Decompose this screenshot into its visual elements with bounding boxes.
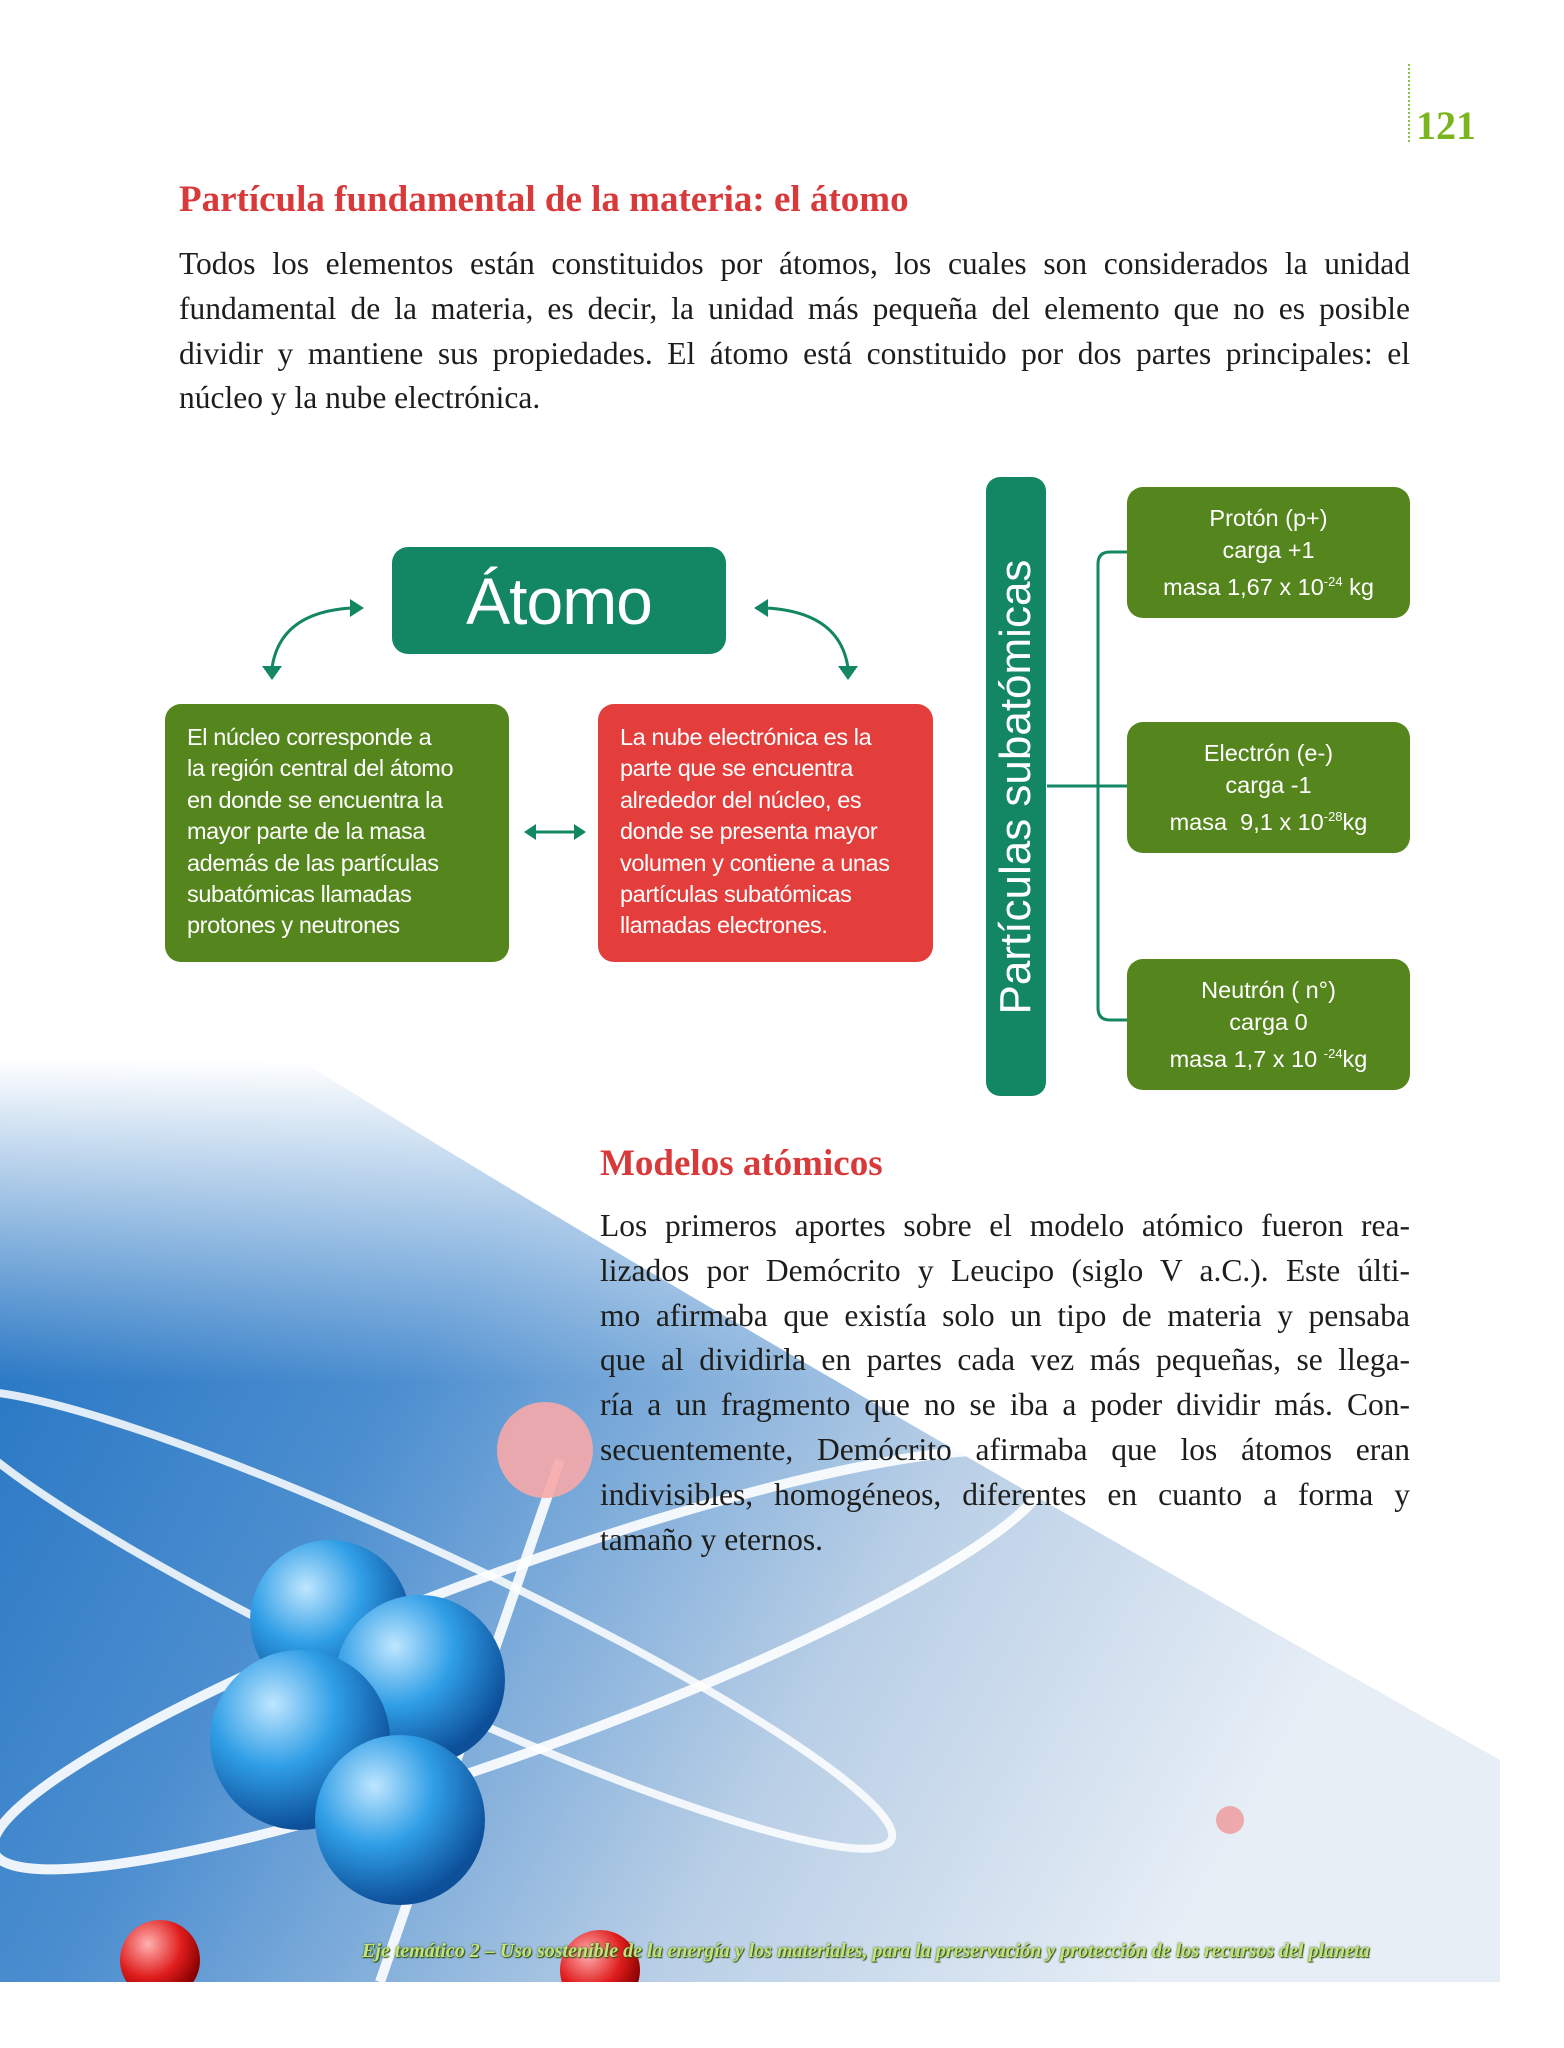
footer-theme-text: Eje temático 2 – Uso sostenible de la energía y los materiales, para la preservación y protección de los recursos del planeta [362,1940,1370,1962]
nucleus-line: subatómicas llamadas [187,881,412,908]
cloud-line: parte que se encuentra [620,755,853,782]
nucleus-line: la región central del átomo [187,755,454,782]
cloud-line: donde se presenta mayor [620,818,878,845]
mass-value: masa 1,67 x 10 [1163,574,1324,600]
electron-box [1127,722,1410,853]
paragraph-line: núcleo y la nube electrónica. [179,380,541,416]
particle-name: Electrón (e-) [1203,740,1334,766]
particle-mass [1127,801,1410,839]
nucleus-line: El núcleo corresponde a [187,724,432,750]
paragraph-line: dividir y mantiene sus propiedades. El átomo está constituido por dos partes principales: el [179,335,1410,371]
mass-unit: kg [1342,809,1368,835]
subatomic-particles-bar [986,477,1046,1096]
nucleus-line: además de las partículas [187,849,439,876]
particle-charge: carga 0 [1229,1008,1308,1035]
paragraph-line: fundamental de la materia, es decir, la unidad más pequeña del elemento que no es posible [179,290,1410,326]
section-title-models: Modelos atómicos [600,1143,883,1184]
mass-exponent: -24 [1323,1046,1343,1061]
arrow-atom-cloud [766,608,848,668]
mass-value: masa 1,7 x 10 [1169,1046,1324,1072]
particle-name: Neutrón ( n°) [1201,977,1336,1003]
particle-charge: carga +1 [1222,536,1315,563]
nucleus-box [165,704,509,962]
paragraph-line: mo afirmaba que existía solo un tipo de materia y pensaba [600,1297,1410,1333]
mass-exponent: -28 [1323,809,1343,824]
arrow-atom-nucleus [272,608,352,668]
paragraph-line: ría a un fragmento que no se iba a poder dividir más. Con- [600,1387,1410,1423]
subatomic-particles-label: Partículas subatómicas [991,559,1040,1014]
paragraph-line: tamaño y eternos. [600,1521,824,1557]
section-title-atom: Partícula fundamental de la materia: el átomo [179,179,909,220]
neutron-box [1127,959,1410,1090]
page-number: 121 [1416,103,1476,148]
paragraph-line: Los primeros aportes sobre el modelo atómico fueron rea- [600,1208,1410,1243]
paragraph-line: secuentemente, Demócrito afirmaba que los átomos eran [600,1431,1410,1467]
mass-unit: kg [1342,574,1374,600]
proton-box [1127,487,1410,618]
paragraph-line: Todos los elementos están constituidos por átomos, los cuales son considerados la unidad [179,246,1410,281]
paragraph-line: que al dividirla en partes cada vez más pequeñas, se llega- [600,1342,1410,1378]
mass-value: masa 9,1 x 10 [1169,809,1324,835]
cloud-line: partículas subatómicas [620,881,852,908]
cloud-line: volumen y contiene a unas [620,849,890,876]
nucleus-line: protones y neutrones [187,912,400,939]
cloud-line: llamadas electrones. [620,912,828,939]
cloud-line: alrededor del núcleo, es [620,786,862,813]
nucleus-line: en donde se encuentra la [187,786,443,813]
electron-cloud-box [598,704,933,962]
mass-exponent: -24 [1323,574,1343,589]
paragraph-line: lizados por Demócrito y Leucipo (siglo V a.C.). Este últi- [600,1252,1410,1288]
particle-mass [1127,1038,1410,1076]
nucleus-line: mayor parte de la masa [187,818,426,845]
particle-charge: carga -1 [1225,771,1312,798]
models-paragraph [600,1204,1410,1562]
cloud-line: La nube electrónica es la [620,724,872,750]
paragraph-line: indivisibles, homogéneos, diferentes en cuanto a forma y [600,1476,1410,1512]
bracket-particles [1047,552,1127,1020]
atom-box: Átomo [392,547,726,654]
particle-name: Protón (p+) [1209,505,1328,531]
particle-mass [1127,566,1410,604]
mass-unit: kg [1342,1046,1368,1072]
